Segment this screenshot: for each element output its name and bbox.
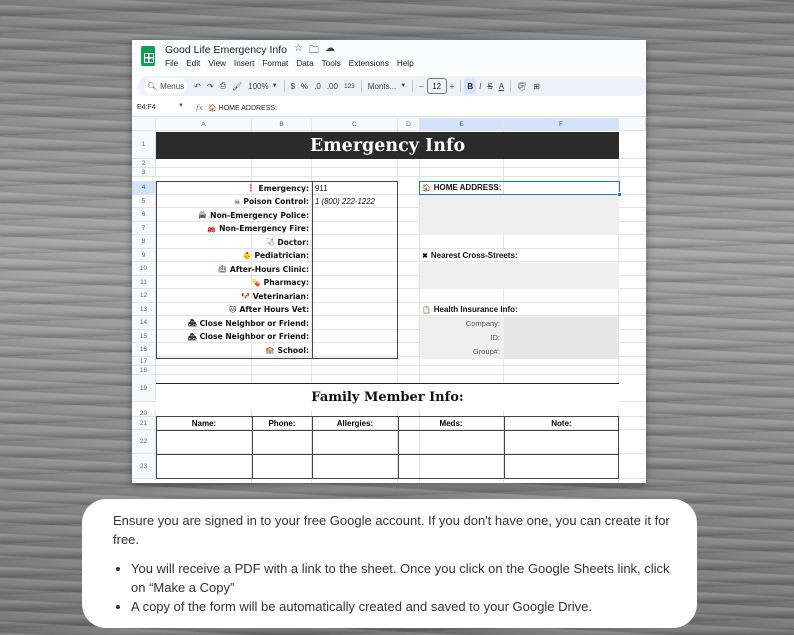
instructions-bullet: • A copy of the form will be automatically created and saved to your Google Drive. xyxy=(131,597,671,616)
insurance-title[interactable] xyxy=(422,303,518,316)
contact-value-cell[interactable] xyxy=(312,262,398,276)
contact-label-cell[interactable] xyxy=(156,222,312,235)
row-header-6[interactable]: 6 xyxy=(132,208,156,222)
contact-label: Non-Emergency Fire: xyxy=(219,224,309,233)
row-header-18[interactable]: 18 xyxy=(132,366,156,375)
contact-label: Pediatrician: xyxy=(254,251,309,260)
contact-icon: 🚒 xyxy=(207,224,217,233)
paint-format-icon[interactable]: 🖌︎ xyxy=(231,81,243,91)
redo-icon[interactable]: ↷ xyxy=(206,81,214,91)
borders-icon[interactable]: ⊞ xyxy=(533,81,540,91)
column-header-b[interactable]: B xyxy=(252,118,312,131)
zoom-select[interactable] xyxy=(245,78,280,94)
chevron-down-icon: ▼ xyxy=(271,83,278,89)
fx-icon: fx xyxy=(196,103,204,112)
row-gridline xyxy=(155,365,646,366)
row-header-8[interactable]: 8 xyxy=(132,235,156,249)
font-value: Monts... xyxy=(367,81,397,91)
contact-icon: 👶 xyxy=(242,251,252,260)
title-bar xyxy=(132,40,646,72)
instructions-list xyxy=(131,559,671,616)
cloud-icon[interactable]: ☁ xyxy=(324,43,335,54)
contact-value-cell[interactable] xyxy=(312,330,398,343)
increase-decimal-button[interactable]: .00 xyxy=(326,81,338,91)
search-menus-label: Menus xyxy=(160,81,185,91)
contact-icon: ☠ xyxy=(234,197,241,206)
house-icon: 🏠 xyxy=(422,184,431,192)
contact-label: Poison Control: xyxy=(243,197,309,206)
percent-button[interactable]: % xyxy=(301,81,309,91)
contact-value-cell[interactable] xyxy=(312,303,398,316)
row-header-23[interactable]: 23 xyxy=(132,454,156,479)
menu-data[interactable]: Data xyxy=(296,59,314,68)
contact-label-cell[interactable] xyxy=(156,343,312,357)
row-header-13[interactable]: 13 xyxy=(132,303,156,316)
contact-icon: 🐱 xyxy=(229,305,237,314)
separator xyxy=(412,80,413,92)
separator xyxy=(284,80,285,92)
instructions-card xyxy=(82,499,697,628)
select-all-corner[interactable] xyxy=(132,118,156,131)
menu-bar xyxy=(165,59,414,68)
menu-insert[interactable]: Insert xyxy=(233,59,255,68)
family-header-divider xyxy=(156,430,619,431)
menu-format[interactable]: Format xyxy=(262,59,289,68)
family-row-divider xyxy=(156,454,619,455)
insurance-company-label: Company: xyxy=(465,319,500,328)
search-menus-input[interactable] xyxy=(144,78,187,94)
contact-value-cell[interactable]: 1 (800) 222-1222 xyxy=(315,197,375,206)
font-select[interactable] xyxy=(365,78,409,94)
home-address-label: HOME ADDRESS: xyxy=(433,183,502,192)
contact-label: Doctor: xyxy=(277,237,309,247)
contact-label: Close Neighbor or Friend: xyxy=(199,332,309,341)
number-format-button[interactable]: 123 xyxy=(343,82,355,90)
zoom-value: 100% xyxy=(248,81,269,91)
contact-icon: 🚔 xyxy=(198,211,208,219)
chevron-down-icon: ▼ xyxy=(400,83,407,89)
contact-icon: ❗ xyxy=(246,184,256,192)
folder-icon[interactable]: 🗀 xyxy=(308,45,319,56)
column-header-extra xyxy=(619,118,646,131)
contact-value-cell[interactable] xyxy=(312,276,398,289)
family-header-note: Note: xyxy=(551,419,572,428)
contact-label: School: xyxy=(277,345,309,355)
family-header-phone: Phone: xyxy=(268,419,296,428)
contact-label-cell[interactable] xyxy=(156,330,312,343)
contact-icon: 🏥 xyxy=(218,265,227,273)
document-title[interactable]: Good Life Emergency Info xyxy=(165,44,287,56)
instructions-bullet: • You will receive a PDF with a link to the sheet. Once you click on the Google Sheets link, click on “Make a Copy” xyxy=(131,559,671,597)
contact-label: After Hours Vet: xyxy=(239,305,309,314)
sheets-logo-icon[interactable] xyxy=(141,46,155,66)
contact-icon: 🩺 xyxy=(265,238,275,246)
cross-streets-title[interactable] xyxy=(422,249,518,262)
contact-value-cell[interactable]: 911 xyxy=(315,183,328,193)
contact-label: Non-Emergency Police: xyxy=(210,210,309,220)
row-header-21[interactable]: 21 xyxy=(132,417,156,430)
family-member-title[interactable]: Family Member Info: xyxy=(156,383,619,410)
row-gridline xyxy=(155,374,646,375)
contact-label-cell[interactable] xyxy=(156,303,312,316)
row-header-12[interactable]: 12 xyxy=(132,289,156,303)
contact-value-cell[interactable] xyxy=(312,249,398,262)
contact-label: Pharmacy: xyxy=(263,278,309,287)
row-header-7[interactable]: 7 xyxy=(132,222,156,235)
separator xyxy=(361,80,362,92)
row-header-15[interactable]: 15 xyxy=(132,330,156,343)
family-header-name: Name: xyxy=(191,419,217,428)
row-header-19[interactable]: 19 xyxy=(132,375,156,402)
family-header-meds: Meds: xyxy=(439,419,463,428)
menu-tools[interactable]: Tools xyxy=(321,59,341,68)
column-header-e[interactable]: E xyxy=(420,118,504,131)
insurance-values-area[interactable] xyxy=(504,317,619,359)
row-header-10[interactable]: 10 xyxy=(132,262,156,276)
menu-edit[interactable]: Edit xyxy=(186,59,201,68)
contact-value-cell[interactable] xyxy=(312,235,398,249)
contact-label: Close Neighbor or Friend: xyxy=(199,318,309,328)
chevron-down-icon[interactable]: ▼ xyxy=(178,103,184,109)
fill-handle[interactable] xyxy=(617,192,622,197)
currency-button[interactable]: $ xyxy=(290,81,296,91)
insurance-id-label: ID: xyxy=(490,333,500,342)
undo-icon[interactable]: ↶ xyxy=(194,81,201,91)
name-box[interactable]: E4:F4 xyxy=(137,104,156,111)
contact-label: Emergency: xyxy=(258,183,309,193)
row-header-5[interactable]: 5 xyxy=(132,195,156,208)
italic-button[interactable]: I xyxy=(479,81,482,91)
font-size-input[interactable]: 12 xyxy=(427,78,447,94)
fill-color-icon[interactable]: 🪣︎ xyxy=(517,81,528,91)
row-header-9[interactable]: 9 xyxy=(132,249,156,262)
contact-value-cell[interactable] xyxy=(312,289,398,303)
contact-label-cell[interactable] xyxy=(156,235,312,249)
contact-icon: 🏫 xyxy=(265,346,275,354)
print-icon[interactable]: ⎙ xyxy=(219,81,226,90)
separator xyxy=(510,80,511,92)
font-size-decrease-button[interactable]: – xyxy=(419,81,424,91)
strikethrough-button[interactable]: S xyxy=(487,81,493,91)
menu-file[interactable]: File xyxy=(165,59,179,68)
contact-icon: 🐶 xyxy=(241,292,250,300)
sheet-title-banner[interactable]: Emergency Info xyxy=(156,132,619,159)
home-address-area[interactable] xyxy=(420,195,619,235)
contact-label-cell[interactable] xyxy=(156,289,312,303)
decrease-decimal-button[interactable]: .0 xyxy=(314,81,321,91)
contact-label-cell[interactable] xyxy=(156,195,312,208)
row-header-17[interactable]: 17 xyxy=(132,357,156,366)
title-icons xyxy=(294,43,335,60)
row-gridline xyxy=(155,167,646,168)
contact-label-cell[interactable] xyxy=(156,208,312,222)
contact-label-cell[interactable] xyxy=(156,181,312,195)
toolbar xyxy=(138,76,646,96)
contact-label-cell[interactable] xyxy=(156,276,312,289)
menu-help[interactable]: Help xyxy=(396,59,414,68)
contact-label-cell[interactable] xyxy=(156,249,312,262)
row-header-3[interactable]: 3 xyxy=(132,168,156,177)
row-gridline xyxy=(155,176,646,177)
row-header-22[interactable]: 22 xyxy=(132,430,156,454)
row-header-20[interactable]: 20 xyxy=(132,410,156,417)
cross-icon: ✖ xyxy=(422,252,428,260)
column-header-c[interactable]: C xyxy=(312,118,398,131)
contact-icon: 🏘 xyxy=(187,332,197,341)
cross-streets-area[interactable] xyxy=(420,263,619,289)
contact-value-cell[interactable] xyxy=(312,316,398,330)
contact-value-cell[interactable] xyxy=(312,222,398,235)
contact-icon: 🏘 xyxy=(187,319,197,327)
formula-bar xyxy=(132,100,646,117)
star-icon[interactable]: ☆ xyxy=(294,43,303,54)
bold-button[interactable]: B xyxy=(464,78,476,94)
contact-value-cell[interactable] xyxy=(312,343,398,357)
column-header-f[interactable]: F xyxy=(504,118,619,131)
spreadsheet-grid[interactable] xyxy=(132,118,646,483)
instructions-intro: Ensure you are signed in to your free Google account. If you don't have one, you can create it for free. xyxy=(113,513,670,547)
menu-view[interactable]: View xyxy=(208,59,226,68)
row-header-11[interactable]: 11 xyxy=(132,276,156,289)
search-icon: 🔍︎ xyxy=(147,81,158,91)
insurance-group-label: Group#: xyxy=(472,347,500,356)
row-header-16[interactable]: 16 xyxy=(132,343,156,357)
insurance-label: Health Insurance Info: xyxy=(433,305,518,314)
separator xyxy=(460,80,461,92)
column-header-a[interactable]: A xyxy=(156,118,252,131)
row-header-1[interactable]: 1 xyxy=(132,131,156,159)
font-size-increase-button[interactable]: + xyxy=(449,81,455,91)
clipboard-icon: 📋 xyxy=(422,306,431,314)
row-header-4[interactable]: 4 xyxy=(132,181,156,195)
selected-range-e4-f4[interactable] xyxy=(419,181,620,195)
contact-value-cell[interactable] xyxy=(312,208,398,222)
column-header-d[interactable]: D xyxy=(398,118,420,131)
cross-streets-label: Nearest Cross-Streets: xyxy=(430,251,518,260)
sheets-window xyxy=(132,40,646,483)
contact-label: Veterinarian: xyxy=(252,291,309,301)
formula-input[interactable]: 🏠 HOME ADDRESS: xyxy=(208,105,278,112)
row-header-14[interactable]: 14 xyxy=(132,316,156,330)
contact-label-cell[interactable] xyxy=(156,262,312,276)
contact-label-cell[interactable] xyxy=(156,316,312,330)
contact-icon: 💊 xyxy=(251,278,261,287)
row-header-2[interactable]: 2 xyxy=(132,159,156,168)
contact-label: After-Hours Clinic: xyxy=(229,264,309,274)
menu-extensions[interactable]: Extensions xyxy=(348,59,389,68)
family-header-allergies: Allergies: xyxy=(336,419,374,428)
text-color-button[interactable]: A xyxy=(498,81,505,91)
